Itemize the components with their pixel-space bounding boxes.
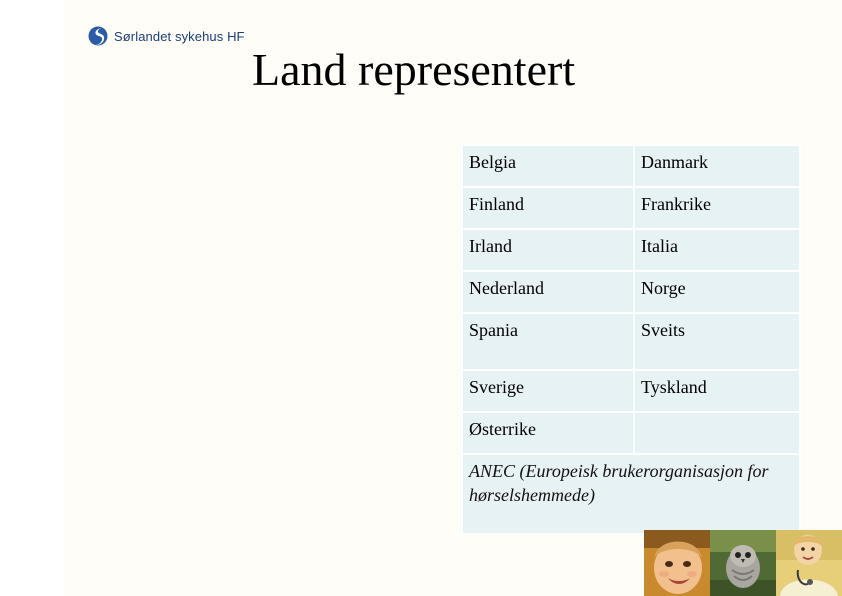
table-row [462, 313, 800, 370]
table-row [462, 187, 800, 229]
table-cell: Italia [634, 229, 800, 271]
nurse-photo [776, 530, 842, 596]
table-cell: Irland [462, 229, 634, 271]
country-table [461, 144, 801, 535]
table-cell: Sverige [462, 370, 634, 412]
logo-text: Sørlandet sykehus HF [114, 28, 245, 44]
photo-strip [644, 530, 842, 596]
table-cell: Belgia [462, 145, 634, 187]
table-cell: Spania [462, 313, 634, 370]
table-cell: Finland [462, 187, 634, 229]
table-cell: Tyskland [634, 370, 800, 412]
slide-title: Land representert [252, 44, 576, 95]
table-row [462, 412, 800, 454]
logo [88, 24, 245, 48]
table-cell: Nederland [462, 271, 634, 313]
table-cell: Norge [634, 271, 800, 313]
table-row [462, 145, 800, 187]
owl-photo [710, 530, 776, 596]
sorlandet-logo-icon [88, 25, 108, 47]
table-row [462, 370, 800, 412]
table-row [462, 229, 800, 271]
table-cell: Frankrike [634, 187, 800, 229]
table-cell: Østerrike [462, 412, 634, 454]
child-photo [644, 530, 710, 596]
table-cell [634, 412, 800, 454]
table-row [462, 454, 800, 534]
table-row [462, 271, 800, 313]
table-cell: Danmark [634, 145, 800, 187]
table-cell: Sveits [634, 313, 800, 370]
table-note: ANEC (Europeisk brukerorganisasjon for hørselshemmede) [462, 454, 800, 534]
